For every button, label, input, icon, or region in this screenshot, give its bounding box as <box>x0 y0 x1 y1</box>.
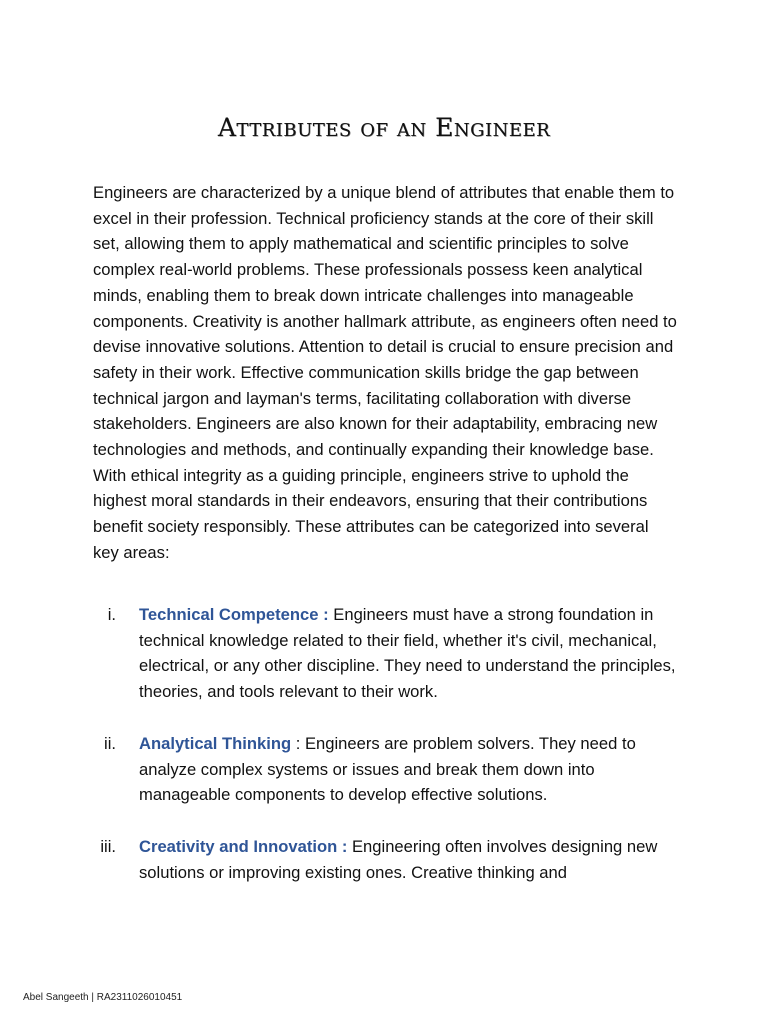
list-item-text: Engineers must have a strong foundation in technical knowledge related to their field, whether it's civil, mechanical, electrical, or any other discipline. They need to understand the principles, theories, and tools relevant to their work. <box>139 605 676 702</box>
list-item-term: Creativity and Innovation : <box>139 836 348 856</box>
attribute-list <box>93 602 678 911</box>
list-item <box>93 731 678 808</box>
list-item-number: ii. <box>104 733 116 753</box>
list-item-number: iii. <box>100 836 116 856</box>
list-item-text: : Engineers are problem solvers. They need to analyze complex systems or issues and break them down into manageable components to develop effective solutions. <box>139 733 636 805</box>
list-item-term: Technical Competence : <box>139 605 329 624</box>
page-footer: Abel Sangeeth | RA2311026010451 <box>23 992 183 1003</box>
list-item-term: Analytical Thinking <box>139 733 292 753</box>
list-item-text: Engineering often involves designing new solutions or improving existing ones. Creative thinking and <box>139 836 658 882</box>
list-item <box>93 602 678 705</box>
document-title: Attributes of an Engineer <box>217 112 551 142</box>
list-item <box>93 834 678 885</box>
list-item-number: i. <box>107 605 116 624</box>
intro-paragraph: Engineers are characterized by a unique blend of attributes that enable them to excel in their profession. Technical proficiency stands at the core of their skill set, allowing them to apply mathematical and scientific principles to solve complex real-world problems. These professionals possess keen analytical minds, enabling them to break down intricate challenges into manageable components. Creativity is another hallmark attribute, as engineers often need to devise innovative solutions. Attention to detail is crucial to ensure precision and safety in their work. Effective communication skills bridge the gap between technical jargon and layman's terms, facilitating collaboration with diverse stakeholders. Engineers are also known for their adaptability, embracing new technologies and methods, and continually expanding their knowledge base. With ethical integrity as a guiding principle, engineers strive to uphold the highest moral standards in their endeavors, ensuring that their contributions benefit society responsibly. These attributes can be categorized into several key areas: <box>93 183 677 562</box>
